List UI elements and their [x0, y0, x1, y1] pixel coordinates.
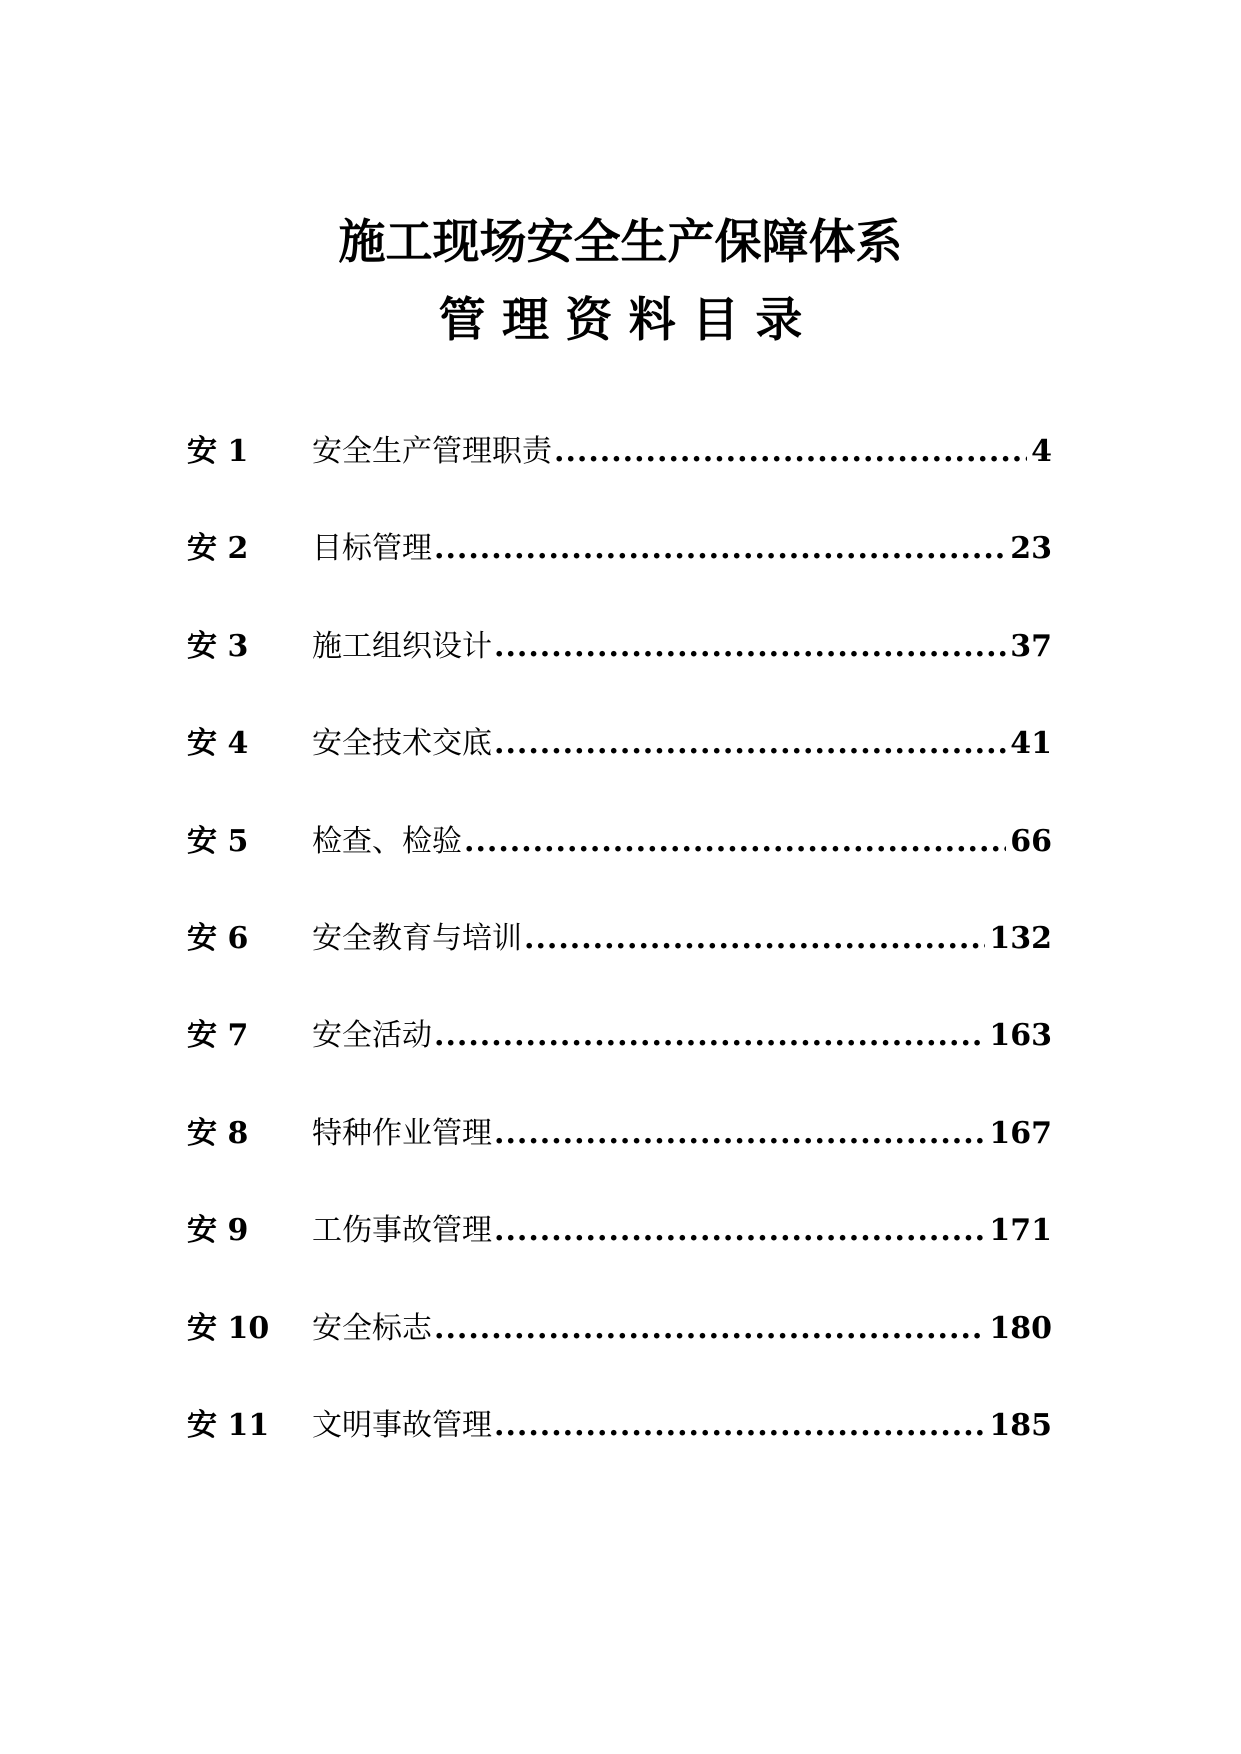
- toc-entry-page: 132: [989, 920, 1052, 956]
- toc-entry-title: 安全生产管理职责: [312, 434, 552, 469]
- toc-entry-page: 171: [989, 1213, 1052, 1249]
- toc-entry-title: 安全教育与培训: [312, 920, 522, 956]
- toc-entry-title: 工伤事故管理: [312, 1213, 492, 1249]
- toc-entry: [187, 724, 1052, 821]
- toc-entry-main: [312, 1211, 1052, 1251]
- toc-entry-code: 安 6: [187, 920, 249, 956]
- toc-entry-page: 167: [989, 1115, 1052, 1151]
- toc-entry-code: 安 5: [187, 823, 249, 859]
- title-block: [0, 215, 1241, 349]
- toc-entry-code: 安 2: [187, 531, 249, 567]
- toc-entry-leader: [494, 1114, 985, 1154]
- toc-entry-main: [312, 1309, 1052, 1349]
- toc-entry-title: 安全标志: [312, 1310, 432, 1346]
- toc-entry-main: [312, 1016, 1052, 1056]
- toc-entry-code: 安 4: [187, 726, 249, 762]
- toc-entry-page: 37: [1010, 628, 1052, 664]
- toc-entry-main: [312, 822, 1052, 862]
- toc-entry: [187, 822, 1052, 919]
- toc-entry: [187, 1211, 1052, 1308]
- document-subtitle: 管 理 资 料 目 录: [438, 293, 803, 348]
- toc-entry-code: 安 9: [187, 1213, 249, 1249]
- toc-entry-main: [312, 432, 1052, 472]
- toc-entry: [187, 627, 1052, 724]
- toc-entry: [187, 432, 1052, 529]
- toc-entry-title: 检查、检验: [312, 823, 462, 859]
- toc-entry-page: 66: [1010, 823, 1052, 859]
- toc-entry: [187, 1309, 1052, 1406]
- toc-entry-leader: [464, 822, 1006, 862]
- toc-entry-page: 185: [989, 1407, 1052, 1443]
- toc-entry-title: 目标管理: [312, 531, 432, 567]
- toc-entry-code: 安 8: [187, 1115, 249, 1151]
- toc-entry: [187, 529, 1052, 626]
- toc-entry-title: 文明事故管理: [312, 1407, 492, 1443]
- toc-entry-leader: [494, 1406, 985, 1446]
- toc-entry-leader: [494, 627, 1006, 667]
- toc-entry-main: [312, 1406, 1052, 1446]
- table-of-contents: [187, 432, 1052, 1503]
- toc-entry-page: 41: [1010, 726, 1052, 762]
- toc-entry-leader: [524, 919, 985, 959]
- toc-entry-code: 安 3: [187, 628, 249, 664]
- toc-entry-title: 特种作业管理: [312, 1115, 492, 1151]
- toc-entry-main: [312, 1114, 1052, 1154]
- toc-entry-page: 4: [1031, 434, 1052, 469]
- toc-entry-leader: [494, 1211, 985, 1251]
- toc-entry-leader: [434, 1309, 985, 1349]
- toc-entry-leader: [434, 1016, 985, 1056]
- toc-entry: [187, 1406, 1052, 1503]
- toc-entry-code: 安 1: [187, 434, 249, 469]
- toc-entry-code: 安 10: [187, 1310, 270, 1346]
- toc-entry-page: 180: [989, 1310, 1052, 1346]
- toc-entry-title: 安全活动: [312, 1018, 432, 1054]
- toc-entry: [187, 1016, 1052, 1113]
- toc-entry-main: [312, 724, 1052, 764]
- toc-entry-title: 施工组织设计: [312, 628, 492, 664]
- toc-entry-leader: [494, 724, 1006, 764]
- toc-entry: [187, 919, 1052, 1016]
- toc-entry-main: [312, 627, 1052, 667]
- toc-entry-title: 安全技术交底: [312, 726, 492, 762]
- toc-entry-code: 安 11: [187, 1407, 270, 1443]
- toc-entry-page: 23: [1010, 531, 1052, 567]
- toc-entry-leader: [434, 529, 1006, 569]
- toc-entry: [187, 1114, 1052, 1211]
- toc-entry-leader: [554, 432, 1027, 472]
- toc-entry-page: 163: [989, 1018, 1052, 1054]
- toc-entry-main: [312, 919, 1052, 959]
- toc-entry-code: 安 7: [187, 1018, 249, 1054]
- document-title: 施工现场安全生产保障体系: [338, 215, 903, 270]
- toc-entry-main: [312, 529, 1052, 569]
